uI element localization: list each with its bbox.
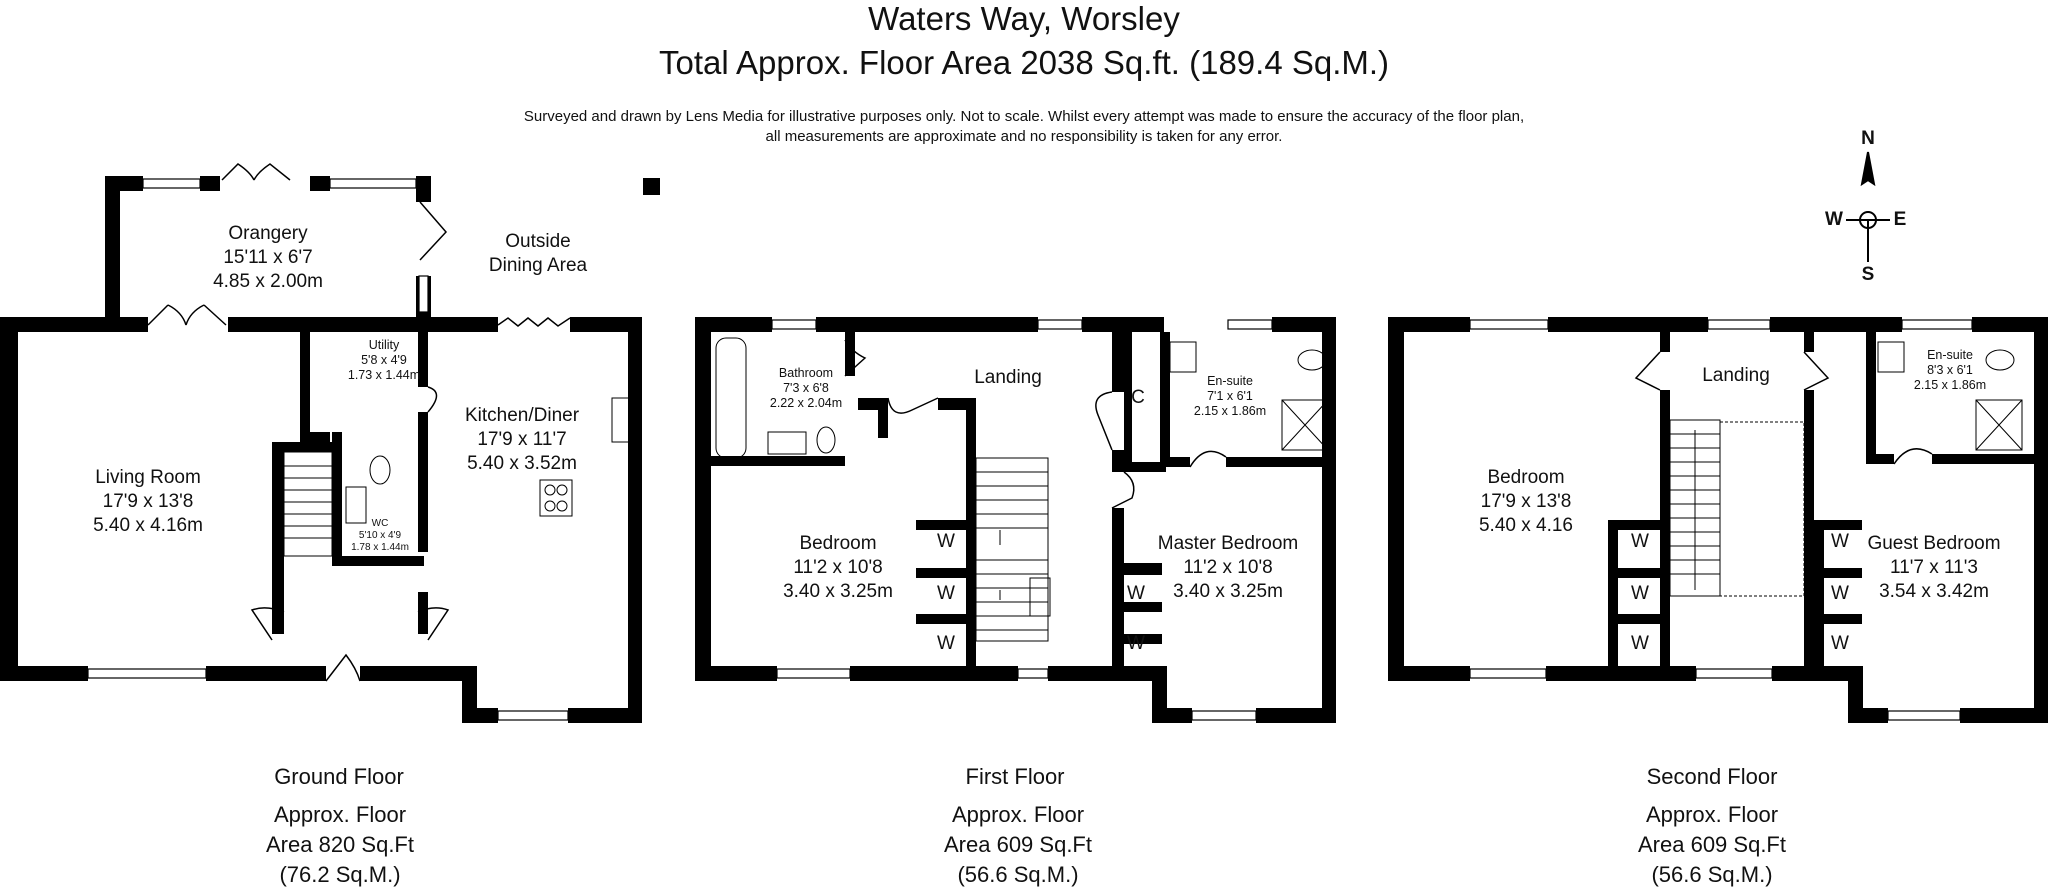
wardrobe-label: W [1831,583,1849,604]
compass-west: W [1825,209,1843,230]
cupboard-label: C [1131,387,1145,408]
utility-label: Utility 5'8 x 4'9 1.73 x 1.44m [347,338,421,382]
wardrobe-label: W [1631,583,1649,604]
outside-dining-label: Outside Dining Area [488,231,588,276]
first-ensuite-label: En-suite 7'1 x 6'1 2.15 x 1.86m [1193,374,1267,418]
fixtures [346,338,2022,523]
compass-east: E [1893,209,1907,230]
kitchen-label: Kitchen/Diner 17'9 x 11'7 5.40 x 3.52m [464,405,580,474]
second-floor-title: Second Floor [1646,764,1778,789]
first-landing-label: Landing [974,367,1042,388]
disclaimer-line-2: all measurements are approximate and no responsibility is taken for any error. [765,128,1283,145]
wardrobe-label: W [1831,633,1849,654]
first-bedroom-label: Bedroom 11'2 x 10'8 3.40 x 3.25m [783,533,893,602]
wardrobe-label: W [1631,531,1649,552]
wc-label: WC 5'10 x 4'9 1.78 x 1.44m [351,518,409,553]
second-floor-area: Approx. Floor Area 609 Sq.Ft (56.6 Sq.M.) [1638,802,1786,887]
compass-north: N [1861,128,1875,149]
first-floor-area: Approx. Floor Area 609 Sq.Ft (56.6 Sq.M.) [944,802,1092,887]
living-room-label: Living Room 17'9 x 13'8 5.40 x 4.16m [93,467,203,536]
wardrobe-label: W [1127,583,1145,604]
wardrobe-label: W [1127,633,1145,654]
master-bedroom-label: Master Bedroom 11'2 x 10'8 3.40 x 3.25m [1157,533,1299,602]
compass-icon [1846,152,1890,262]
first-floor-title: First Floor [965,764,1065,789]
ground-floor-area: Approx. Floor Area 820 Sq.Ft (76.2 Sq.M.) [266,802,414,887]
second-ensuite-label: En-suite 8'3 x 6'1 2.15 x 1.86m [1913,348,1987,392]
orangery-label: Orangery 15'11 x 6'7 4.85 x 2.00m [213,223,323,292]
wardrobe-label: W [1831,531,1849,552]
wardrobe-label: W [1631,633,1649,654]
wardrobe-label: W [937,633,955,654]
compass-south: S [1861,264,1875,285]
wardrobe-label: W [937,531,955,552]
second-bedroom-label: Bedroom 17'9 x 13'8 5.40 x 4.16 [1478,467,1574,536]
second-landing-label: Landing [1702,365,1770,386]
windows [88,179,1972,720]
wardrobe-label: W [937,583,955,604]
guest-bedroom-label: Guest Bedroom 11'7 x 11'3 3.54 x 3.42m [1867,533,2001,602]
disclaimer-line-1: Surveyed and drawn by Lens Media for illustrative purposes only. Not to scale. Whilst every attempt was made to ensure the accuracy of the floor plan, [523,108,1525,125]
total-area: Total Approx. Floor Area 2038 Sq.ft. (189.4 Sq.M.) [658,44,1390,81]
bathroom-label: Bathroom 7'3 x 6'8 2.22 x 2.04m [769,366,843,410]
page-title: Waters Way, Worsley [868,0,1180,37]
ground-floor-title: Ground Floor [274,764,404,789]
